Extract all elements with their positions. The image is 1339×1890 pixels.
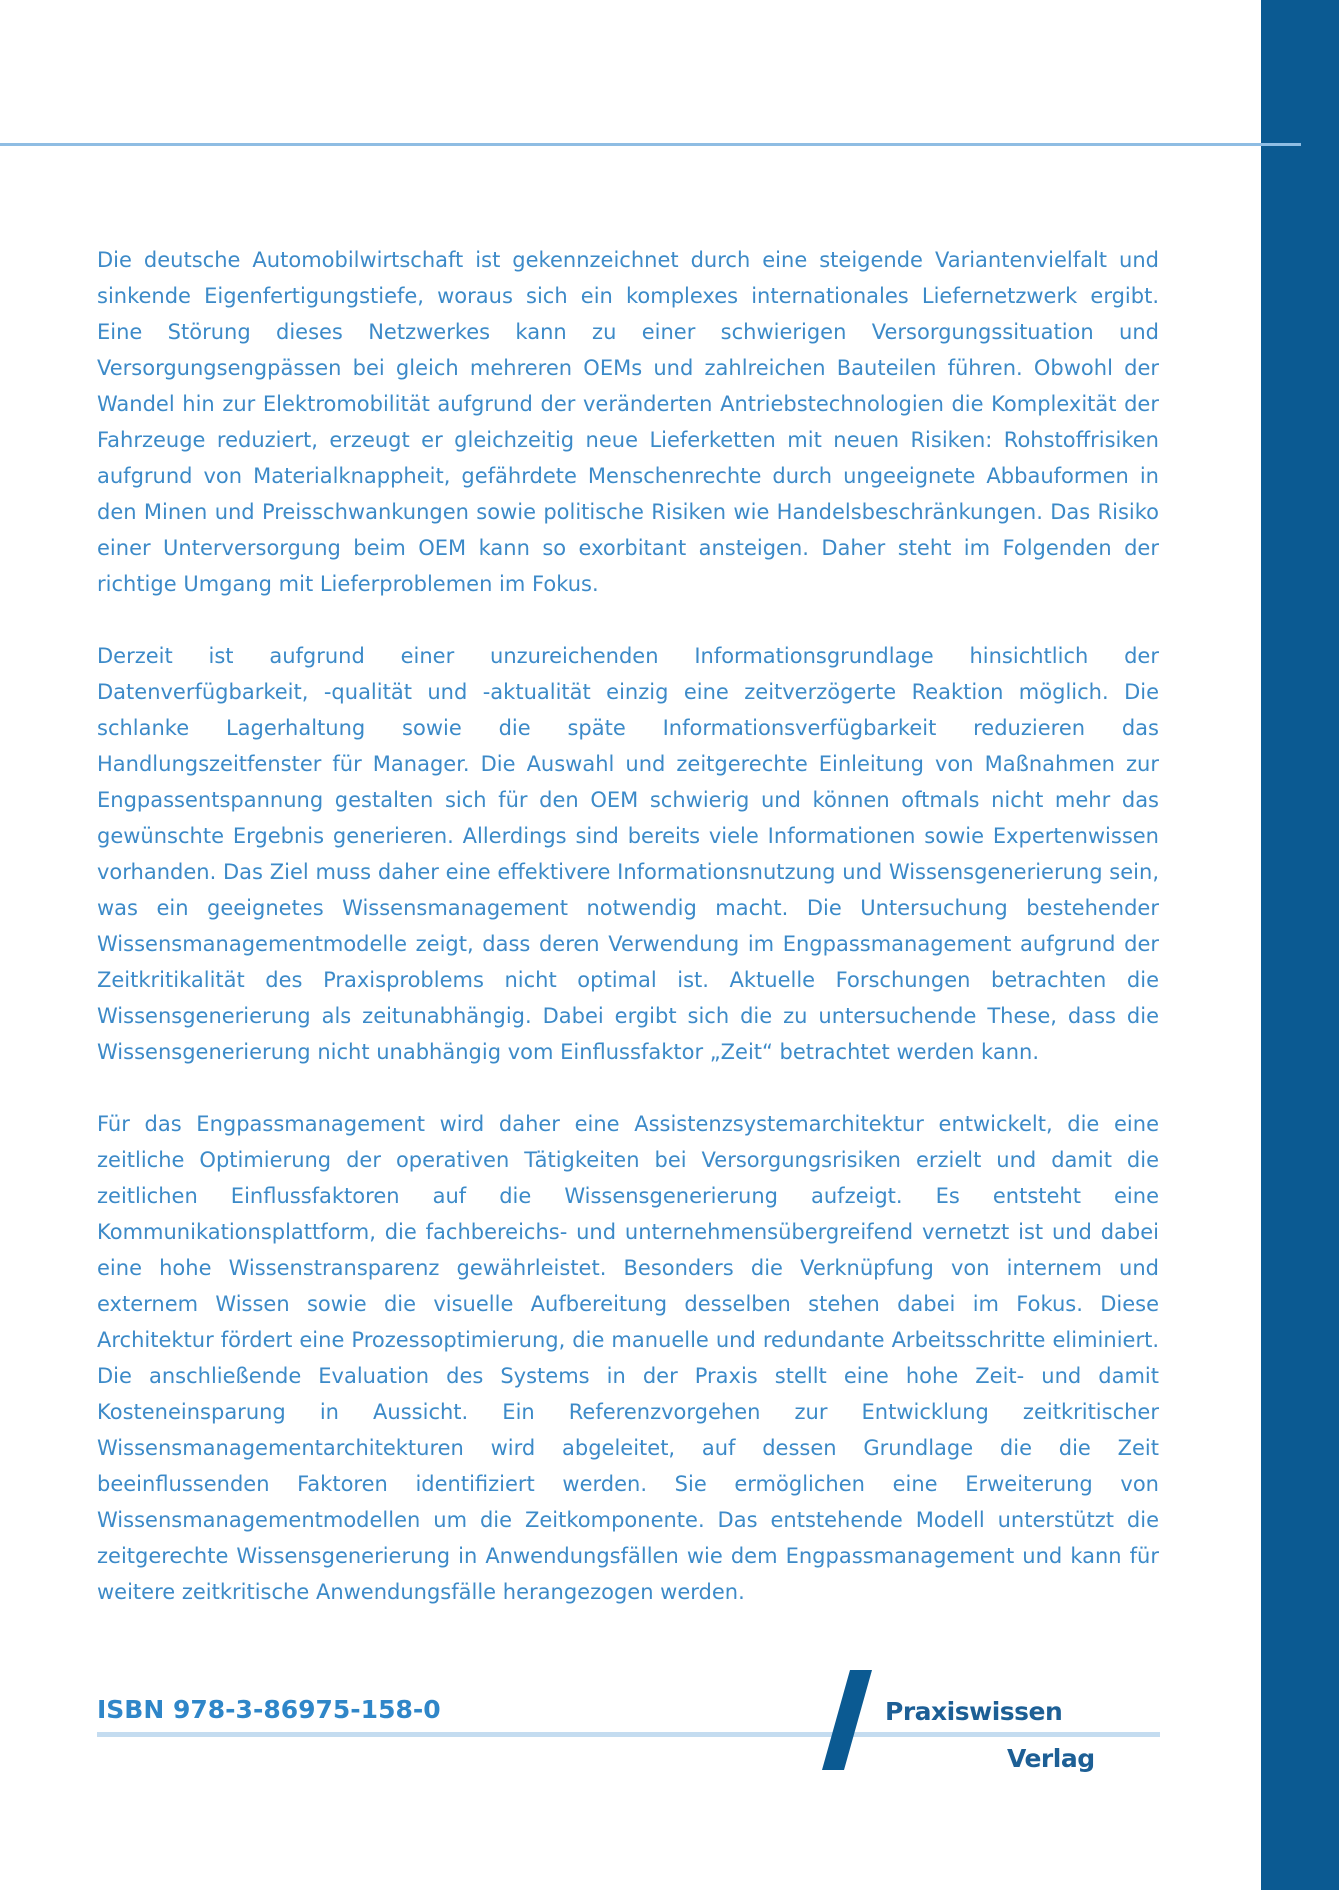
back-cover-text (97, 242, 1159, 1646)
publisher-name-verlag: Verlag (1007, 1744, 1095, 1773)
isbn-number: ISBN 978-3-86975-158-0 (97, 1695, 441, 1724)
cover-spine-band (1261, 0, 1339, 1890)
bottom-divider (97, 1732, 1160, 1737)
paragraph-1: Die deutsche Automobilwirtschaft ist gekennzeichnet durch eine steigende Variantenvielfalt und sinkende Eigenfertigungstiefe, woraus sich ein komplexes internationales Liefernetzwerk ergibt. Eine Störung dieses Netzwerkes kann zu einer schwierigen Versorgungssituation und Versorgungsengpässen bei gleich mehreren OEMs und zahlreichen Bauteilen führen. Obwohl der Wandel hin zur Elektromobilität aufgrund der veränderten Antriebstechnologien die Komplexität der Fahrzeuge reduziert, erzeugt er gleichzeitig neue Lieferketten mit neuen Risiken: Rohstoffrisiken aufgrund von Materialknappheit, gefährdete Menschenrechte durch ungeeignete Abbauformen in den Minen und Preisschwankungen sowie politische Risiken wie Handelsbeschränkungen. Das Risiko einer Unterversorgung beim OEM kann so exorbitant ansteigen. Daher steht im Folgenden der richtige Umgang mit Lieferproblemen im Fokus. (97, 248, 1159, 596)
paragraph-3: Für das Engpassmanagement wird daher eine Assistenzsystemarchitektur entwickelt, die eine zeitliche Optimierung der operativen Tätigkeiten bei Versorgungsrisiken erzielt und damit die zeitlichen Einflussfaktoren auf die Wissensgenerierung aufzeigt. Es entsteht eine Kommunikationsplattform, die fachbereichs- und unternehmensübergreifend vernetzt ist und dabei eine hohe Wissenstransparenz gewährleistet. Besonders die Verknüpfung von internem und externem Wissen sowie die visuelle Aufbereitung desselben stehen dabei im Fokus. Diese Architektur fördert eine Prozessoptimierung, die manuelle und redundante Arbeitsschritte eliminiert. Die anschließende Evaluation des Systems in der Praxis stellt eine hohe Zeit- und damit Kosteneinsparung in Aussicht. Ein Referenzvorgehen zur Entwicklung zeitkritischer Wissensmanagementarchitekturen wird abgeleitet, auf dessen Grundlage die die Zeit beeinflussenden Faktoren identifiziert werden. Sie ermöglichen eine Erweiterung von Wissensmanagementmodellen um die Zeitkomponente. Das entstehende Modell unterstützt die zeitgerechte Wissensgenerierung in Anwendungsfällen wie dem Engpassmanagement und kann für weitere zeitkritische Anwendungsfälle herangezogen werden. (97, 1112, 1159, 1604)
publisher-name: Praxiswissen (885, 1697, 1063, 1726)
paragraph-2: Derzeit ist aufgrund einer unzureichenden Informationsgrundlage hinsichtlich der Datenverfügbarkeit, -qualität und -aktualität einzig eine zeitverzögerte Reaktion möglich. Die schlanke Lagerhaltung sowie die späte Informationsverfügbarkeit reduzieren das Handlungszeitfenster für Manager. Die Auswahl und zeitgerechte Einleitung von Maßnahmen zur Engpassentspannung gestalten sich für den OEM schwierig und können oftmals nicht mehr das gewünschte Ergebnis generieren. Allerdings sind bereits viele Informationen sowie Expertenwissen vorhanden. Das Ziel muss daher eine effektivere Informationsnutzung und Wissensgenerierung sein, was ein geeignetes Wissensmanagement notwendig macht. Die Untersuchung bestehender Wissensmanagementmodelle zeigt, dass deren Verwendung im Engpassmanagement aufgrund der Zeitkritikalität des Praxisproblems nicht optimal ist. Aktuelle Forschungen betrachten die Wissensgenerierung als zeitunabhängig. Dabei ergibt sich die zu untersuchende These, dass die Wissensgenerierung nicht unabhängig vom Einflussfaktor „Zeit“ betrachtet werden kann. (97, 644, 1159, 1064)
top-divider (0, 143, 1301, 146)
